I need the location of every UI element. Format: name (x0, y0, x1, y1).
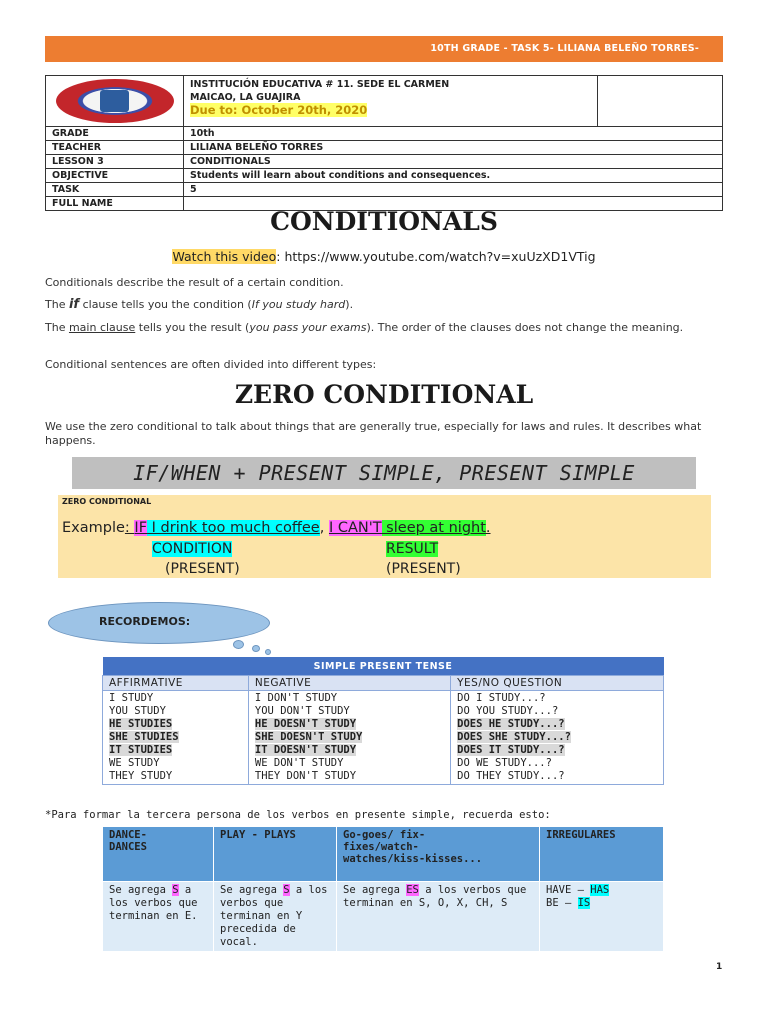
cloud-dot (233, 640, 244, 649)
rule-cell: Se agrega S a los verbos que terminan en Y precedida de vocal. (214, 882, 337, 952)
cloud-dot (252, 645, 260, 652)
col-header: NEGATIVE (248, 676, 450, 691)
due-date: Due to: October 20th, 2020 (190, 103, 368, 117)
intro-p4: Conditional sentences are often divided into different types: (45, 358, 377, 371)
third-person-table (102, 826, 664, 952)
section-title-zero: ZERO CONDITIONAL (234, 380, 534, 409)
cloud-dot (265, 649, 271, 655)
logo-cell (46, 76, 184, 127)
school-name: INSTITUCIÓN EDUCATIVA # 11. SEDE EL CARMEN (190, 79, 450, 90)
blank-cell (598, 76, 723, 127)
info-value: 5 (184, 183, 723, 197)
col-header: YES/NO QUESTION (451, 676, 664, 691)
col-header: DANCE- DANCES (103, 827, 214, 882)
present-label-1: (PRESENT) (165, 561, 240, 577)
affirmative-column: I STUDY YOU STUDY HE STUDIES SHE STUDIES IT STUDIES WE STUDY THEY STUDY (103, 691, 249, 785)
result-label: RESULT (386, 541, 439, 557)
info-label: OBJECTIVE (46, 169, 184, 183)
banner-text: 10TH GRADE - TASK 5- LILIANA BELEÑO TORRES- (430, 43, 699, 54)
info-value: CONDITIONALS (184, 155, 723, 169)
zero-formula: IF/WHEN + PRESENT SIMPLE, PRESENT SIMPLE (72, 457, 696, 489)
condition-label: CONDITION (152, 541, 233, 557)
info-label: TASK (46, 183, 184, 197)
zero-example: Example: IF I drink too much coffee, I CAN'T sleep at night. (62, 520, 491, 536)
page-number: 1 (716, 962, 723, 972)
video-label: Watch this video (172, 249, 277, 264)
irregular-cell: HAVE – HAS BE – IS (540, 882, 664, 952)
page-title: CONDITIONALS (270, 207, 498, 236)
school-city: MAICAO, LA GUAJIRA (190, 92, 301, 103)
info-label: LESSON 3 (46, 155, 184, 169)
info-value: Students will learn about conditions and consequences. (184, 169, 723, 183)
negative-column: I DON'T STUDY YOU DON'T STUDY HE DOESN'T STUDY SHE DOESN'T STUDY IT DOESN'T STUDY WE DON'T STUDY THEY DON'T STUDY (248, 691, 450, 785)
info-value: 10th (184, 127, 723, 141)
info-value: LILIANA BELEÑO TORRES (184, 141, 723, 155)
zero-example-box (58, 495, 711, 578)
zero-box-label: ZERO CONDITIONAL (62, 497, 152, 506)
col-header: Go-goes/ fix- fixes/watch- watches/kiss-kisses... (337, 827, 540, 882)
header-banner (45, 36, 723, 62)
question-column: DO I STUDY...? DO YOU STUDY...? DOES HE STUDY...? DOES SHE STUDY...? DOES IT STUDY...? DO WE STUDY...? DO THEY STUDY...? (451, 691, 664, 785)
present-table-title: SIMPLE PRESENT TENSE (103, 657, 664, 676)
video-link[interactable]: : https://www.youtube.com/watch?v=xuUzXD1VTig (276, 249, 596, 264)
info-table (45, 75, 723, 211)
zero-desc: We use the zero conditional to talk about things that are generally true, especially for laws and rules. It describes what happens. (45, 420, 702, 447)
intro-p3: The main clause tells you the result (you pass your exams). The order of the clauses does not change the meaning. (45, 321, 684, 334)
school-logo (56, 79, 174, 123)
present-tense-table (102, 657, 664, 785)
col-header: IRREGULARES (540, 827, 664, 882)
info-label: FULL NAME (46, 197, 184, 211)
info-label: GRADE (46, 127, 184, 141)
cloud-text: RECORDEMOS: (99, 615, 191, 628)
third-person-note: *Para formar la tercera persona de los verbos en presente simple, recuerda esto: (45, 809, 551, 821)
rule-cell: Se agrega S a los verbos que terminan en E. (103, 882, 214, 952)
intro-p1: Conditionals describe the result of a certain condition. (45, 276, 344, 289)
present-label-2: (PRESENT) (386, 561, 461, 577)
col-header: AFFIRMATIVE (103, 676, 249, 691)
video-line (0, 249, 768, 264)
school-info (184, 76, 598, 127)
recordemos-cloud (48, 602, 270, 644)
col-header: PLAY - PLAYS (214, 827, 337, 882)
info-label: TEACHER (46, 141, 184, 155)
rule-cell: Se agrega ES a los verbos que terminan en S, O, X, CH, S (337, 882, 540, 952)
intro-p2: The if clause tells you the condition (If you study hard). (45, 297, 354, 312)
